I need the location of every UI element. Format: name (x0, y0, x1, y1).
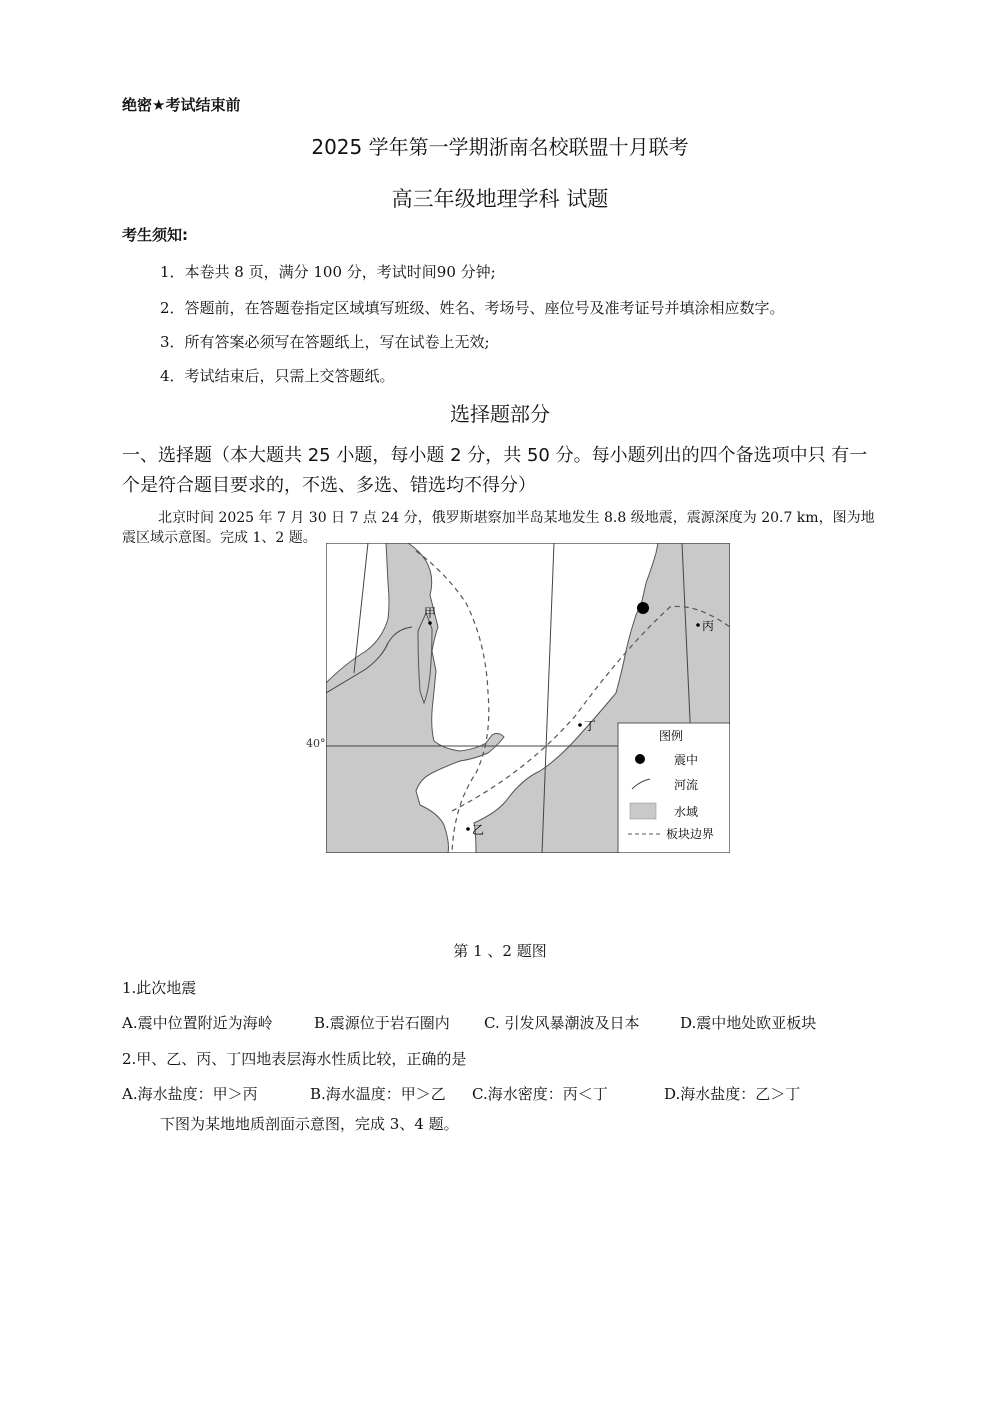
point-ding (578, 723, 582, 727)
option-d[interactable]: D.海水盐度：乙＞丁 (664, 1085, 801, 1103)
label-yi: 乙 (472, 823, 485, 837)
latitude-label: 40° (306, 737, 326, 750)
notice-item: 1．本卷共 8 页，满分 100 分，考试时间90 分钟; (160, 263, 496, 281)
question-intro: 北京时间 2025 年 7 月 30 日 7 点 24 分，俄罗斯堪察加半岛某地发生 8.8 级地震，震源深度为 20.7 km，图为地震区域示意图。完成 1、2 题。 (122, 510, 875, 546)
option-b[interactable]: B.海水温度：甲＞乙 (310, 1085, 446, 1103)
option-a[interactable]: A.震中位置附近为海岭 (122, 1014, 273, 1032)
legend-title: 图例 (659, 729, 684, 743)
next-question-lead: 下图为某地地质剖面示意图，完成 3、4 题。 (160, 1115, 459, 1133)
exam-title: 2025 学年第一学期浙南名校联盟十月联考 (311, 135, 689, 159)
legend-river-label: 河流 (674, 778, 699, 792)
question-1-stem: 1.此次地震 (122, 979, 197, 997)
legend-water-icon (630, 803, 656, 819)
epicenter-dot (637, 602, 649, 614)
exam-subtitle: 高三年级地理学科 试题 (391, 187, 609, 211)
option-c[interactable]: C. 引发风暴潮波及日本 (484, 1014, 640, 1032)
option-a[interactable]: A.海水盐度：甲＞丙 (122, 1085, 258, 1103)
label-ding: 丁 (584, 719, 597, 733)
question-2-options (0, 1083, 1000, 1107)
legend-water-label: 水域 (674, 805, 699, 819)
notice-heading: 考生须知: (122, 226, 188, 244)
option-c[interactable]: C.海水密度：丙＜丁 (472, 1085, 608, 1103)
earthquake-region-map (326, 543, 730, 853)
label-bing: 丙 (702, 619, 715, 633)
legend-epicenter-icon (635, 754, 645, 764)
legend-epicenter-label: 震中 (674, 753, 699, 767)
option-d[interactable]: D.震中地处欧亚板块 (680, 1014, 817, 1032)
label-jia: 甲 (424, 606, 437, 620)
notice-item: 2．答题前，在答题卷指定区域填写班级、姓名、考场号、座位号及准考证号并填涂相应数字。 (160, 299, 785, 317)
figure-caption: 第 1 、2 题图 (453, 942, 547, 960)
point-yi (466, 827, 470, 831)
part-one-heading: 一、选择题（本大题共 25 小题，每小题 2 分，共 50 分。每小题列出的四个备选项中只 有一个是符合题目要求的，不选、多选、错选均不得分） (122, 445, 868, 496)
notice-item: 3．所有答案必须写在答题纸上，写在试卷上无效; (160, 333, 490, 351)
notice-item: 4．考试结束后，只需上交答题纸。 (160, 367, 395, 385)
point-bing (696, 623, 700, 627)
legend-plate-label: 板块边界 (666, 827, 715, 841)
point-jia (428, 621, 432, 625)
option-b[interactable]: B.震源位于岩石圈内 (314, 1014, 450, 1032)
question-1-options (0, 1012, 1000, 1036)
confidential-label: 绝密★考试结束前 (122, 96, 241, 114)
section-title: 选择题部分 (450, 402, 550, 426)
question-2-stem: 2.甲、乙、丙、丁四地表层海水性质比较，正确的是 (122, 1050, 467, 1068)
